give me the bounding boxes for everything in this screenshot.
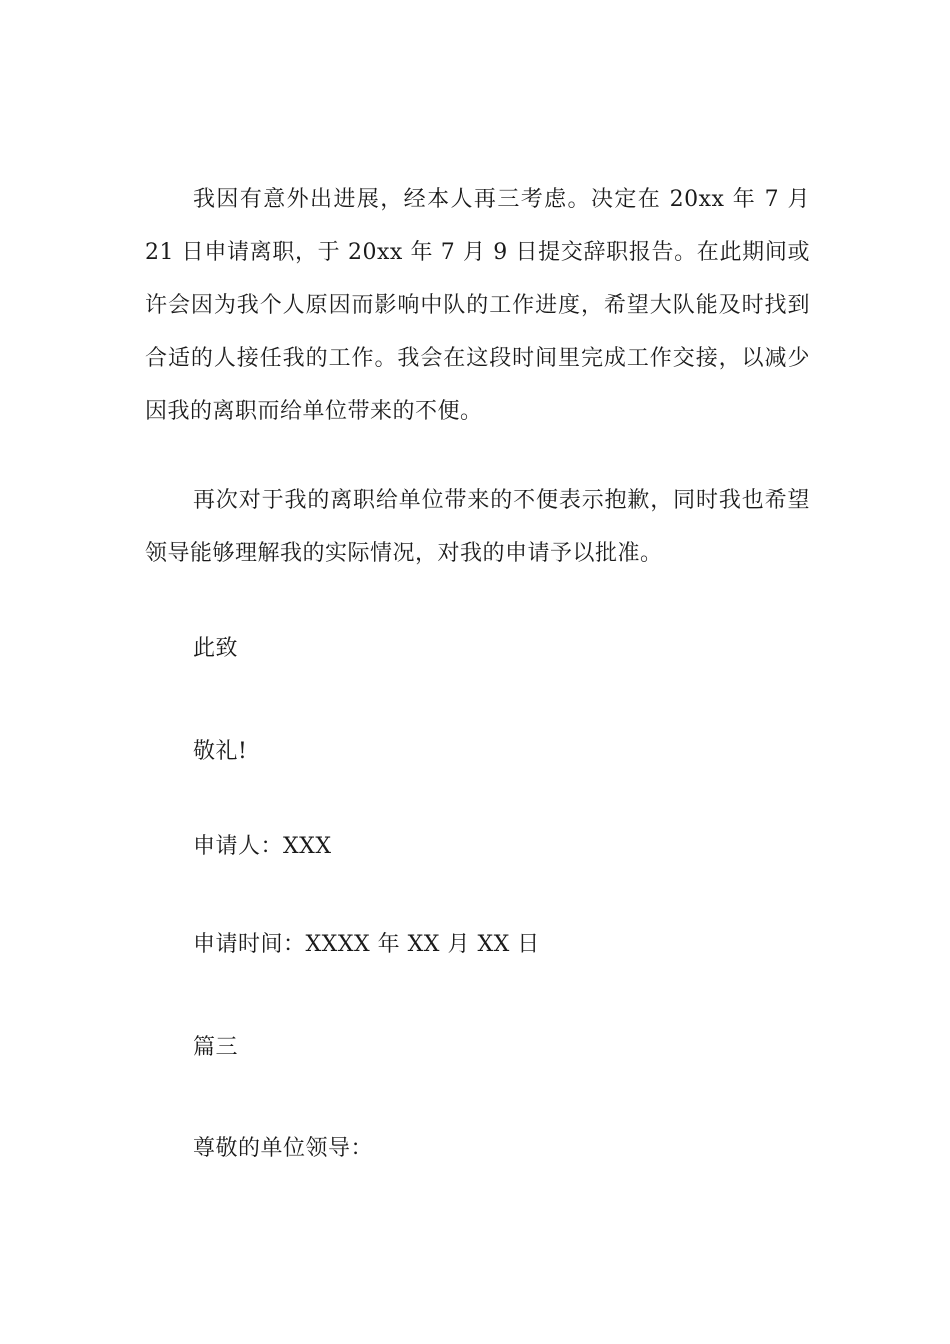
applicant-line: 申请人：XXX: [193, 834, 332, 859]
apply-date-line: 申请时间：XXXX 年 XX 月 XX 日: [193, 932, 540, 957]
closing-greeting: 此致: [193, 636, 239, 661]
salutation-line: 尊敬的单位领导：: [193, 1136, 374, 1161]
closing-salute: 敬礼!: [193, 739, 248, 764]
body-paragraph-resignation-reason: 我因有意外出进展，经本人再三考虑。决定在 20xx 年 7 月 21 日申请离职，于 20xx 年 7 月 9 日提交辞职报告。在此期间或许会因为我个人原因而影响中队的工作进度，希望大队能及时找到合适的人接任我的工作。我会在这段时间里完成工作交接，以减少因我的离职而给单位带来的不便。: [145, 187, 810, 424]
section-title: 篇三: [193, 1035, 239, 1060]
body-paragraph-apology: 再次对于我的离职给单位带来的不便表示抱歉，同时我也希望领导能够理解我的实际情况，对我的申请予以批准。: [145, 488, 810, 566]
